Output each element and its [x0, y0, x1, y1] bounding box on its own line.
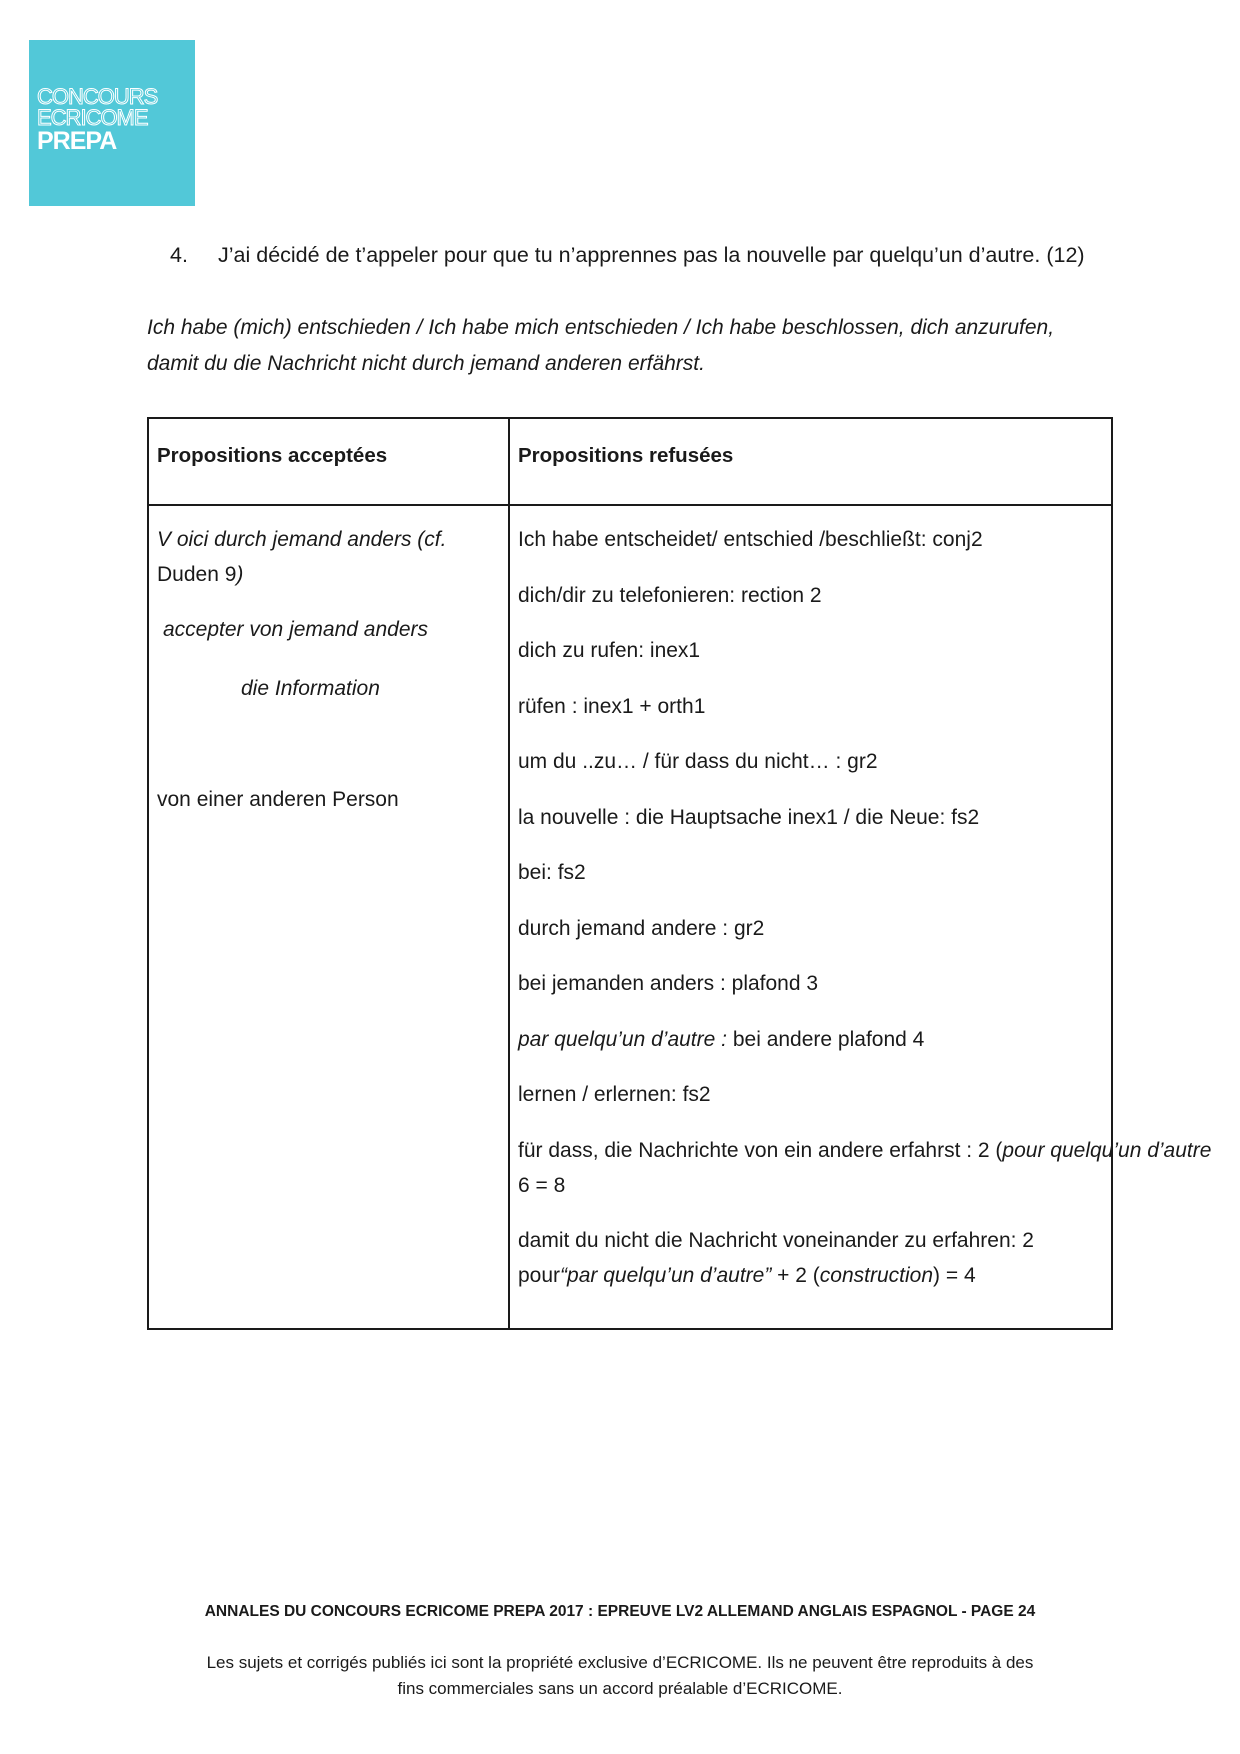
refused-item-13-construction: construction [819, 1264, 934, 1287]
refused-item: damit du nicht die Nachricht voneinander zu erfahren: 2 [518, 1229, 1034, 1252]
refused-item-13-quote: “par quelqu’un d’autre” [560, 1264, 772, 1287]
accepted-item-3: die Information [241, 677, 380, 700]
refused-item-12-text: für dass, die Nachrichte von ein andere erfahrst : 2 ( [518, 1139, 1003, 1162]
refused-item: rüfen : inex1 + orth1 [518, 695, 706, 718]
refused-item [518, 1133, 1211, 1168]
header-refused: Propositions refusées [509, 418, 1112, 505]
question-text: J’ai décidé de t’appeler pour que tu n’apprennes pas la nouvelle par quelqu’un d’autre. (12) [218, 243, 1085, 267]
footer-title: ANNALES DU CONCOURS ECRICOME PREPA 2017 : EPREUVE LV2 ALLEMAND ANGLAIS ESPAGNOL - PAGE 24 [204, 1603, 1036, 1620]
refused-cell [509, 505, 1212, 1329]
refused-item-13-plus: + 2 ( [771, 1264, 820, 1287]
propositions-table [147, 417, 1212, 1330]
accepted-item-1: V oici durch jemand anders (cf. [157, 528, 447, 551]
refused-item-13-pour: pour [518, 1264, 561, 1287]
refused-item-13-total: ) = 4 [933, 1264, 976, 1287]
refused-item: dich zu rufen: inex1 [518, 639, 701, 662]
refused-item: dich/dir zu telefonieren: rection 2 [518, 584, 822, 607]
model-answer [147, 310, 1127, 382]
logo-line-concours: CONCOURS [37, 84, 158, 109]
accepted-item-1-source [157, 557, 243, 592]
refused-item-13-cont [518, 1258, 976, 1293]
accepted-item-2: accepter von jemand anders [163, 618, 428, 641]
refused-item: durch jemand andere : gr2 [518, 917, 765, 940]
accepted-cell [148, 505, 509, 1329]
refused-item: la nouvelle : die Hauptsache inex1 / die Neue: fs2 [518, 806, 980, 829]
ecricome-logo [29, 40, 195, 206]
logo-line-prepa: PREPA [37, 127, 117, 155]
question-4 [170, 243, 1085, 268]
question-number: 4. [170, 243, 188, 267]
refused-item: Ich habe entscheidet/ entschied /beschließt: conj2 [518, 528, 983, 551]
accepted-item-1-source-paren: ) [236, 563, 244, 586]
refused-item-12-italic: pour quelqu’un d’autre [1002, 1139, 1212, 1162]
footer-copyright-line-2: fins commerciales sans un accord préalable d’ECRICOME. [397, 1679, 843, 1698]
header-accepted: Propositions acceptées [148, 418, 509, 505]
footer-copyright-line-1: Les sujets et corrigés publiés ici sont la propriété exclusive d’ECRICOME. Ils ne peuvent être reproduits à des [206, 1653, 1034, 1672]
model-answer-line-1: Ich habe (mich) entschieden / Ich habe mich entschieden / Ich habe beschlossen, dich anzurufen, [147, 316, 1055, 339]
refused-item-12-cont: 6 = 8 [518, 1174, 566, 1197]
refused-item-10-italic: par quelqu’un d’autre : [518, 1028, 727, 1051]
accepted-item-1-source-text: Duden 9 [157, 563, 237, 586]
refused-item-10-text: bei andere plafond 4 [727, 1028, 925, 1051]
logo-line-ecricome: ECRICOME [37, 105, 148, 130]
refused-item: bei: fs2 [518, 861, 586, 884]
refused-item: um du ..zu… / für dass du nicht… : gr2 [518, 750, 878, 773]
refused-item [518, 1022, 924, 1057]
refused-item: lernen / erlernen: fs2 [518, 1083, 711, 1106]
accepted-item-4: von einer anderen Person [157, 788, 399, 811]
model-answer-line-2: damit du die Nachricht nicht durch jemand anderen erfährst. [147, 352, 705, 375]
refused-item: bei jemanden anders : plafond 3 [518, 972, 819, 995]
footer-copyright [0, 1650, 1240, 1702]
